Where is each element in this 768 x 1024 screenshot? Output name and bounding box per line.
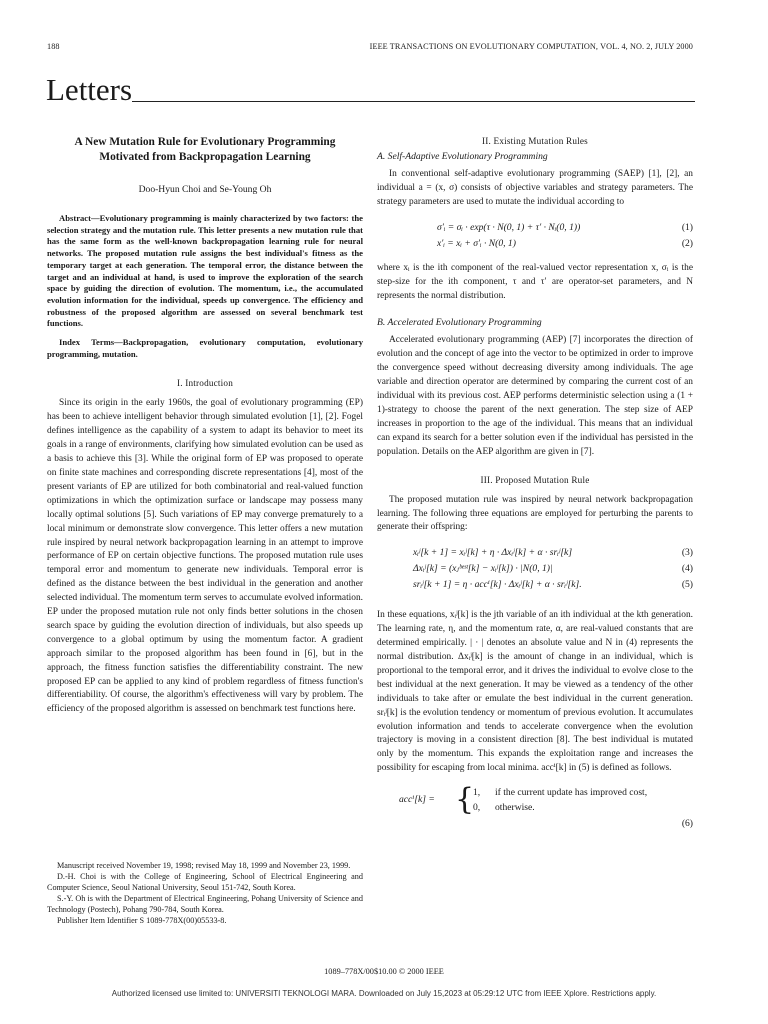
footnote-author-2: S.-Y. Oh is with the Department of Electrical Engineering, Pohang University of Science and Technology (Postech), Pohang 790-784, South Korea.: [47, 894, 363, 914]
paper-title-line-2: Motivated from Backpropagation Learning: [99, 151, 311, 163]
footnote-publisher-id: Publisher Item Identifier S 1089-778X(00)05533-8.: [57, 916, 227, 925]
paper-title-line-1: A New Mutation Rule for Evolutionary Programming: [74, 136, 336, 148]
equation-3: xᵢʲ[k + 1] = xᵢʲ[k] + η · Δxᵢʲ[k] + α · srᵢʲ[k]: [413, 547, 573, 559]
equation-2-number: (2): [681, 237, 693, 249]
introduction-text: [47, 397, 363, 717]
equation-6-case-2-condition: otherwise.: [495, 802, 535, 814]
section-2b-text: [377, 334, 693, 459]
index-terms: Index Terms—Backpropagation, evolutionary computation, evolutionary programming, mutation.: [47, 337, 363, 359]
right-column: [377, 136, 693, 832]
footnote-manuscript: Manuscript received November 19, 1998; revised May 18, 1999 and November 23, 1999.: [57, 861, 351, 870]
equation-6-lhs: accⁱ[k] =: [399, 794, 435, 806]
section-2a-paragraph: In conventional self-adaptive evolutionary programming (SAEP) [1], [2], an individual a = (x, σ) consists of objective variables and strategy parameters. The strategy parameters are used to mutate the individual according to: [377, 169, 693, 207]
equation-6: [377, 784, 693, 832]
equation-6-case-2-value: 0,: [473, 802, 481, 814]
paper-title: [47, 135, 363, 165]
equations-3-5: [377, 543, 693, 597]
section-2a-heading: A. Self-Adaptive Evolutionary Programming: [377, 151, 548, 162]
copyright-line: 1089–778X/00$10.00 © 2000 IEEE: [324, 967, 444, 976]
footnote-author-1: D.-H. Choi is with the College of Engineering, School of Electrical Engineering and Computer Science, Seoul National University, Seoul 151-742, South Korea.: [47, 872, 363, 892]
section-3-paragraph: The proposed mutation rule was inspired by neural network backpropagation learning. The following three equations are employed for perturbing the parents to generate their offspring:: [377, 494, 693, 533]
equation-6-case-1-condition: if the current update has improved cost,: [495, 787, 648, 799]
equation-6-number: (6): [681, 818, 693, 830]
equation-5-number: (5): [681, 579, 693, 591]
section-3-text: [377, 494, 693, 536]
left-column: [47, 135, 363, 717]
section-2a-after: [377, 262, 693, 304]
title-rule: [132, 101, 695, 102]
equation-1: σ′ᵢ = σᵢ · exp(τ · N(0, 1) + τ′ · Nᵢ(0, 1)): [437, 221, 581, 233]
equation-4-number: (4): [681, 563, 693, 575]
section-3-after-paragraph: In these equations, xᵢʲ[k] is the jth variable of an ith individual at the kth generation. The learning rate, η, and the momentum rate, α, are real-valued constants that are determined empirically. | · | denotes an absolute value and N in (4) represents the normal distribution. Δxᵢʲ[k] is the amount of change in an individual, which is proportional to the temporal error, and it drives the individual to evolve close to the best individual at the next generation. It may be viewed as a tendency of the other individuals to take after or emulate the best individual in the current generation. srᵢʲ[k] is the evolution tendency or momentum of previous evolution. It accumulates evolution information and tends to accelerate convergence when the evolution trajectory is moving in a consistent direction [8]. The best individual is mutated only by the momentum. This expands the exploitation range and increases the possibility for escaping from local minima. accⁱ[k] in (5) is defined as follows.: [377, 610, 693, 774]
section-2-heading: II. Existing Mutation Rules: [482, 136, 588, 146]
brace-glyph: {: [455, 782, 475, 818]
page-number: 188: [47, 42, 60, 51]
section-2a-text: [377, 168, 693, 210]
equation-2: x′ᵢ = xᵢ + σ′ᵢ · N(0, 1): [437, 237, 516, 249]
footnotes: [47, 860, 363, 926]
equation-1-number: (1): [681, 221, 693, 233]
section-2b-heading: B. Accelerated Evolutionary Programming: [377, 317, 542, 329]
equation-5: srᵢʲ[k + 1] = η · accⁱ[k] · Δxᵢʲ[k] + α · srᵢʲ[k].: [413, 579, 582, 591]
section-3-heading: III. Proposed Mutation Rule: [480, 474, 590, 485]
license-line: Authorized licensed use limited to: UNIVERSITI TEKNOLOGI MARA. Downloaded on July 15,2023 at 05:29:12 UTC from IEEE Xplore. Restrictions apply.: [111, 989, 657, 998]
abstract: Abstract—Evolutionary programming is mainly characterized by two factors: the selection strategy and the mutation rule. This letter presents a new mutation rule that has the same form as the well-known backpropagation learning rule for neural networks. The proposed mutation rule assigns the best individual's fitness as the temporary target at each generation. The temporal error, the distance between the target and an individual at hand, is used to improve the exploration of the search space by guiding the direction of evolution. The momentum, i.e., the accumulated evolution information for the individual, speeds up convergence. The efficiency and robustness of the proposed algorithm are assessed on several benchmark test functions.: [47, 213, 363, 329]
equation-4: Δxᵢʲ[k] = (xⱼᵇᵉˢᵗ[k] − xᵢʲ[k]) · |N(0, 1)|: [413, 563, 553, 575]
section-2a-after-paragraph: where xᵢ is the ith component of the real-valued vector representation x, σᵢ is the step-size for the ith component, τ and τ′ are operator-set parameters, and N represents the normal distribution.: [377, 262, 693, 301]
section-2b-paragraph: Accelerated evolutionary programming (AEP) [7] incorporates the direction of evolution and the concept of age into the vector to be optimized in order to improve the convergence speed without decreasing diversity among individuals. The age variable and direction operator are determined by comparing the current cost of an individual with its previous cost. AEP performs deterministic selection using a (1 + 1)-strategy to choose the parent of the next generation. The step size of AEP increases in proportion to the age of the individual. This means that an individual can expand its search for a better solution even if the individual has persisted in the population. Details on the AEP algorithm are given in [7].: [377, 335, 693, 457]
section-1-heading: I. Introduction: [176, 378, 234, 389]
equation-6-case-1-value: 1,: [473, 787, 481, 799]
section-title: Letters: [46, 72, 133, 107]
introduction-paragraph: Since its origin in the early 1960s, the goal of evolutionary programming (EP) has been to achieve intelligent behavior through simulated evolution [1], [2]. Fogel defines intelligence as the capability of a system to adapt its behavior to meet its goals in a range of environments, clarifying how simulated evolution can be used as a basis to achieve this [3]. While the original form of EP was proposed to operate on finite state machines and corresponding discrete representations [4], most of the present variants of EP are utilized for both combinatorial and real-valued function optimizations in which the optimization surface or landscape may possess many locally optimal solutions [5]. Such variations of EP may converge prematurely to a local minimum or demonstrate slow convergence. This letter offers a new mutation rule inspired by neural network backpropagation learning in an attempt to improve performance of EP on certain objective functions. The proposed mutation rule uses temporal error and momentum to generate new individuals. Temporal error is defined as the distance between the best individual in the generation and another selected individual. The momentum term serves to accumulate evolved information. EP under the proposed mutation rule not only finds better solutions in the chosen search space by guiding the evolution direction of individuals, but also speeds up convergence to a global optimum by using the momentum factor. A gradient approach similar to the proposed algorithm has been found in [6], but in the approach, the fitness function satisfies the differentiability constraint. The new proposed EP can be applied to any kind of problem regardless of fitness function's differentiability. Of course, the algorithm's effectiveness will vary by problem. The efficiency of the proposed algorithm is assessed on benchmark test functions here.: [47, 398, 363, 715]
equations-1-2: [377, 218, 693, 254]
journal-header: IEEE TRANSACTIONS ON EVOLUTIONARY COMPUTATION, VOL. 4, NO. 2, JULY 2000: [369, 42, 693, 51]
authors: Doo-Hyun Choi and Se-Young Oh: [138, 184, 272, 195]
section-3-after: [377, 609, 693, 776]
equation-3-number: (3): [681, 547, 693, 559]
